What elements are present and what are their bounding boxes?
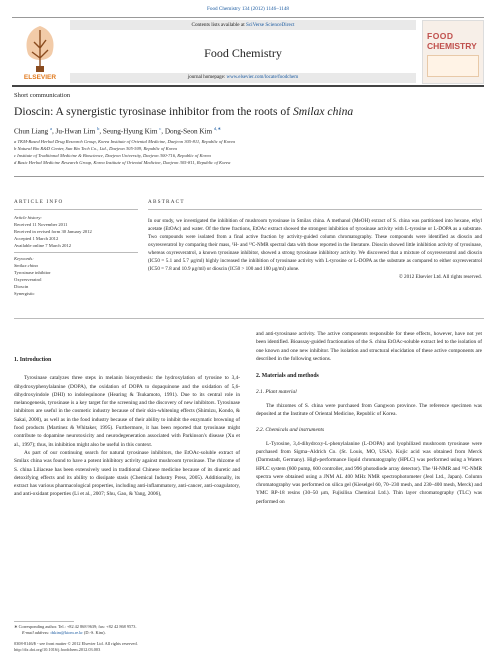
- homepage-link[interactable]: www.elsevier.com/locate/foodchem: [226, 75, 299, 80]
- journal-header: [12, 17, 484, 87]
- history-entry: Available online 7 March 2012: [14, 243, 72, 248]
- article-title: [14, 105, 484, 118]
- author-list: Chun Liang $^a$, Ju-Hwan Lim $^b$, Seung-Hyung Kim $^c$, Dong-Seon Kim $^{d,∗}$: [14, 126, 222, 136]
- title-species: Smilax china: [292, 105, 354, 118]
- title-main: Dioscin: A synergistic tyrosinase inhibitor from the roots of: [14, 105, 293, 118]
- author-affil-mark[interactable]: d,∗: [213, 126, 222, 131]
- keyword: Smilax china: [14, 263, 38, 268]
- journal-homepage: [70, 73, 416, 83]
- footnote-rule: [14, 621, 74, 622]
- divider: [148, 209, 482, 210]
- affiliation: b Natural Bio R&D Center, Sun Bio Tech Co., Ltd., Daejeon 305-509, Republic of Korea: [14, 146, 177, 151]
- cover-title-line1: FOOD: [427, 31, 454, 41]
- history-entry: Received 11 November 2011: [14, 222, 68, 227]
- email-suffix: (D.-S. Kim).: [82, 630, 106, 635]
- article-type: Short communication: [14, 92, 71, 99]
- journal-title: Food Chemistry: [204, 46, 282, 60]
- email-note: [22, 630, 106, 635]
- history-heading: Article history:: [14, 215, 42, 220]
- copyright: © 2012 Elsevier Ltd. All rights reserved.: [398, 274, 482, 280]
- author-affil-mark[interactable]: b: [97, 126, 100, 131]
- issn-line: 0308-8146/$ - see front matter © 2012 Elsevier Ltd. All rights reserved.: [14, 641, 138, 646]
- abstract-heading: ABSTRACT: [148, 199, 185, 205]
- email-label: E-mail address:: [22, 630, 51, 635]
- paragraph: As part of our continuing search for natural tyrosinase inhibitors, the EtOAc-soluble extract of Smilax china was found to have a potent inhibitory activity against mushroom tyrosinase. The rhizome of S. china Liliaceae has been extensively used in traditional Chinese medicine because of its diuretic and detoxifying effects and its ability to dissipate stasis (Chemical Industry Press, 2005). Additionally, its extract has various pharmacological properties, including anti-inflammatory, anti-cancer, anti-coagulatory, and anti-oxidant properties (Li et al., 2007; Shu, Gao, & Yang, 2006),: [14, 449, 240, 498]
- cover-art: [427, 55, 479, 77]
- author-affil-mark[interactable]: c: [159, 126, 162, 131]
- keyword: Tyrosinase inhibitor: [14, 270, 51, 275]
- article-info-heading: ARTICLE INFO: [14, 199, 64, 205]
- abstract-body: [148, 217, 482, 281]
- doi-link[interactable]: http://dx.doi.org/10.1016/j.foodchem.2012.03.003: [14, 647, 101, 652]
- journal-reference[interactable]: Food Chemistry 134 (2012) 1146–1148: [206, 6, 290, 12]
- elsevier-logo: [14, 20, 66, 82]
- paragraph: and anti-tyrosinase activity. The active components responsible for these effects, however, have not yet been identified. Bioassay-guided fractionation of the S. china EtOAc-soluble extract led to the isolation of one known and one new inhibitor. The isolation and structural elucidation of these active components are described in the following sections.: [256, 331, 482, 362]
- cover-title-line2: CHEMISTRY: [427, 41, 477, 51]
- paragraph: Tyrosinase catalyzes three steps in melanin biosynthesis: the hydroxylation of tyrosine to 3,4-dihydroxyphenylalanine (DOPA), the oxidation of DOPA to dopaquinone and the oxidation of 5,6-dihydroxyindole (DHI) to indolequinone (Hearing & Tsukamoto, 1991). Due to its central role in melanogenesis, tyrosinase is a key target for the screening and the discovery of new inhibitors. Tyrosinase inhibitors are useful in the cosmetic industry because of their skin-whitening effects (Shimizu, Kondo, & Sakai, 2000), as well as in the food industry because of their ability to inhibit the enzymatic browning of food products (Martinez & Whitaker, 1995). Furthermore, it has been reported that tyrosinase might contribute to dopamine neurotoxicity and neurodegeneration associated with Parkinson's disease (Xu et al., 1997); thus, its inhibition might also be useful in this context.: [14, 375, 240, 448]
- affiliation: c Institute of Traditional Medicine & Bioscience, Daejeon University, Daejeon 300-716, Republic of Korea: [14, 153, 211, 158]
- left-column: [14, 356, 240, 499]
- affiliation: d Basic Herbal Medicine Research Group, Korea Institute of Oriental Medicine, Daejeon 305-811, Republic of Korea: [14, 160, 231, 165]
- email-link[interactable]: dskim@kiom.re.kr: [50, 630, 83, 635]
- author-affil-mark[interactable]: a: [49, 126, 52, 131]
- elsevier-wordmark: ELSEVIER: [23, 74, 57, 81]
- divider: [14, 176, 484, 177]
- contents-prefix: Contents lists available at: [191, 22, 246, 28]
- author-name: Dong-Seon Kim: [164, 127, 213, 136]
- history-entry: Accepted 1 March 2012: [14, 236, 59, 241]
- keyword: Synergistic: [14, 291, 35, 296]
- homepage-prefix: journal homepage:: [187, 75, 227, 80]
- contents-band: [70, 20, 416, 30]
- affiliation: a TKM-Based Herbal Drug Research Group, Korea Institute of Oriental Medicine, Daejeon 305-811, Republic of Korea: [14, 139, 235, 144]
- divider: [14, 209, 138, 210]
- divider: [14, 252, 138, 253]
- journal-cover-thumbnail: [422, 20, 484, 84]
- right-column: [256, 330, 482, 506]
- subsection-heading: 2.1. Plant material: [256, 389, 297, 396]
- sciencedirect-link[interactable]: SciVerse ScienceDirect: [245, 22, 295, 28]
- author-name: Chun Liang: [14, 127, 49, 136]
- keywords-heading: Keywords:: [14, 256, 34, 261]
- author-name: Ju-Hwan Lim: [55, 127, 96, 136]
- corresponding-author-note: ∗ Corresponding author. Tel.: +82 42 868 9639; fax: +82 42 868 9573.: [14, 624, 137, 629]
- divider: [14, 318, 484, 319]
- history-entry: Received in revised form 30 January 2012: [14, 229, 92, 234]
- paragraph: L-Tyrosine, 3,4-dihydroxy-L-phenylalanine (L-DOPA) and lyophilized mushroom tyrosinase were purchased from Sigma–Aldrich Co. (St. Louis, MO, USA). Kojic acid was obtained from Merck (Darmstadt, Germany). High-performance liquid chromatography (HPLC) was performed using a Waters HPLC system (600 pump, 600 controller, and 996 photodiode array detector). The ¹H-NMR and ¹³C-NMR spectra were obtained using a JNM AL 400 MHz NMR spectrophotometer (Jeol Ltd., Japan). Column chromatography was performed on silica gel (Kieselgel 60, 70–230 mesh, and 230–400 mesh, Merck) and YMC RP-18 resins (30–50 μm, Fujisilisa Chemical Ltd.). Thin layer chromatography (TLC) was performed on: [256, 440, 482, 505]
- abstract-text: In our study, we investigated the inhibition of mushroom tyrosinase in Smilax china. A methanol (MeOH) extract of S. china was partitioned into hexane, ethyl acetate (EtOAc) and water. Of the three fractions, EtOAc extract showed the strongest inhibition of tyrosinase activity with L-tyrosine or L-DOPA as a substrate. Two compounds were isolated from a final active fraction by activity-guided column chromatography. These compounds were identified as dioscin and oxyresveratrol by comparing their mass, ¹H- and ¹³C-NMR spectral data with those reported in the literature. Dioscin showed little inhibition activity of tyrosinase, whereas oxyresveratrol, a known tyrosinase inhibitor, showed a strong tyrosinase inhibitory activity. We discovered that a mixture of oxyresveratrol and dioscin (IC50 = 5.1 and 5.7 μg/ml) highly increased the inhibition of tyrosinase activity with L-tyrosine or L-DOPA as the substrate as compared to either oxyresveratrol (IC50 = 7.8 and 10.9 μg/ml) or dioscin (IC50 > 100 and 100 μg/ml) alone.: [148, 218, 482, 272]
- section-heading: 1. Introduction: [14, 357, 52, 363]
- subsection-heading: 2.2. Chemicals and instruments: [256, 427, 325, 434]
- author-name: Seung-Hyung Kim: [102, 127, 158, 136]
- paragraph: The rhizomes of S. china were purchased from Gangwon province. The reference specimen was deposited at the Institute of Oriental Medicine, Republic of Korea.: [256, 402, 482, 418]
- keyword: Oxyresveratrol: [14, 277, 42, 282]
- keyword: Dioscin: [14, 284, 29, 289]
- section-heading: 2. Materials and methods: [256, 373, 319, 380]
